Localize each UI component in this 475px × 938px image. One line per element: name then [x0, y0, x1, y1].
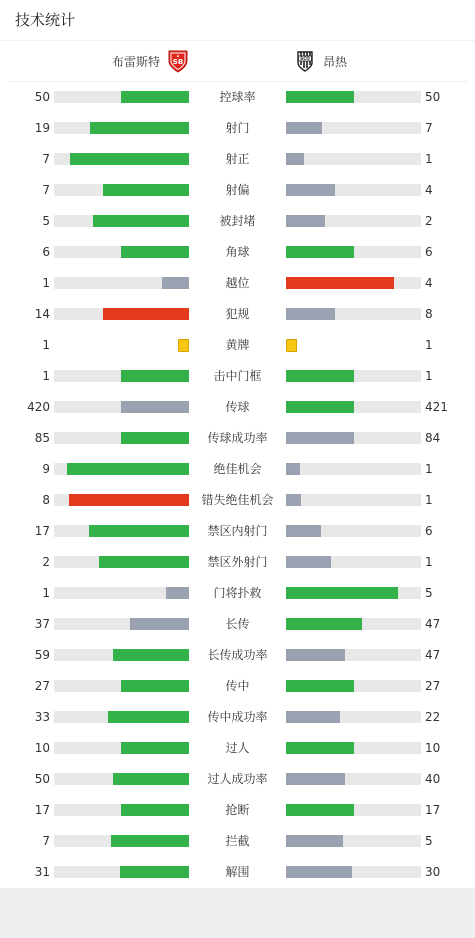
away-value: 1 — [425, 152, 433, 166]
stat-row — [0, 112, 475, 143]
away-bar — [286, 432, 354, 444]
stat-row — [0, 639, 475, 670]
home-bar-track — [54, 711, 189, 723]
stat-label: 控球率 — [219, 90, 256, 104]
away-bar-track — [286, 277, 421, 289]
away-bar-track — [286, 370, 421, 382]
home-bar — [69, 494, 189, 506]
home-bar-track — [54, 587, 189, 599]
away-value: 2 — [425, 214, 433, 228]
home-bar — [108, 711, 189, 723]
away-bar-track — [286, 463, 421, 475]
home-bar — [89, 525, 189, 537]
home-value: 8 — [42, 493, 50, 507]
stat-row — [0, 701, 475, 732]
away-bar — [286, 277, 394, 289]
home-bar — [113, 649, 189, 661]
home-value: 14 — [34, 307, 50, 321]
stat-row — [0, 608, 475, 639]
away-value: 40 — [425, 772, 441, 786]
away-bar-track — [286, 432, 421, 444]
stat-row — [0, 267, 475, 298]
home-bar-track — [54, 680, 189, 692]
stat-row — [0, 515, 475, 546]
away-value: 6 — [425, 245, 433, 259]
away-bar-track — [286, 184, 421, 196]
home-value: 17 — [34, 524, 50, 538]
stats-list — [0, 81, 475, 887]
stat-row — [0, 763, 475, 794]
away-value: 22 — [425, 710, 441, 724]
away-bar-track — [286, 587, 421, 599]
stat-label: 传球成功率 — [207, 431, 268, 445]
angers-crest-icon — [293, 49, 317, 73]
home-value: 420 — [27, 400, 50, 414]
home-bar-track — [54, 525, 189, 537]
home-bar — [111, 835, 189, 847]
away-value: 6 — [425, 524, 433, 538]
away-bar-track — [286, 153, 421, 165]
away-team[interactable] — [293, 49, 347, 73]
home-value: 19 — [34, 121, 50, 135]
stat-label: 传中成功率 — [207, 710, 268, 724]
stat-row — [0, 484, 475, 515]
stat-label: 射正 — [225, 152, 250, 166]
stat-label: 射偏 — [225, 183, 250, 197]
home-bar — [121, 370, 189, 382]
home-value: 5 — [42, 214, 50, 228]
stat-row — [0, 732, 475, 763]
home-bar — [70, 153, 189, 165]
svg-text:SCO: SCO — [300, 56, 310, 62]
stat-label: 传球 — [225, 400, 250, 414]
away-value: 10 — [425, 741, 441, 755]
stat-label: 拦截 — [225, 834, 250, 848]
home-bar — [90, 122, 189, 134]
away-bar-track — [286, 773, 421, 785]
home-team[interactable] — [112, 49, 190, 73]
away-value: 17 — [425, 803, 441, 817]
home-bar — [93, 215, 189, 227]
home-bar — [166, 587, 189, 599]
stat-label: 角球 — [225, 245, 250, 259]
away-bar — [286, 587, 398, 599]
away-bar-track — [286, 401, 421, 413]
home-bar-track — [54, 494, 189, 506]
svg-text:SB: SB — [172, 58, 184, 66]
stat-row — [0, 329, 475, 360]
home-bar — [121, 680, 189, 692]
away-bar-track — [286, 494, 421, 506]
away-bar — [286, 556, 331, 568]
stat-label: 绝佳机会 — [213, 462, 262, 476]
home-bar — [121, 401, 189, 413]
section-title: 技术统计 — [15, 11, 76, 29]
home-bar — [103, 184, 189, 196]
stat-label: 越位 — [225, 276, 250, 290]
away-bar-track — [286, 556, 421, 568]
stat-label: 抢断 — [225, 803, 250, 817]
stat-row — [0, 236, 475, 267]
away-bar-track — [286, 246, 421, 258]
home-value: 1 — [42, 586, 50, 600]
away-value: 27 — [425, 679, 441, 693]
home-bar-track — [54, 804, 189, 816]
away-bar — [286, 742, 354, 754]
stat-label: 过人 — [225, 741, 250, 755]
stat-label: 射门 — [225, 121, 250, 135]
home-bar — [67, 463, 189, 475]
away-bar — [286, 463, 300, 475]
home-bar — [99, 556, 189, 568]
home-value: 1 — [42, 338, 50, 352]
stat-row — [0, 670, 475, 701]
away-bar — [286, 122, 322, 134]
away-bar-track — [286, 649, 421, 661]
stat-row — [0, 143, 475, 174]
stat-row — [0, 360, 475, 391]
home-bar-track — [54, 556, 189, 568]
away-value: 4 — [425, 276, 433, 290]
home-value: 27 — [34, 679, 50, 693]
home-value: 1 — [42, 369, 50, 383]
home-bar-track — [54, 370, 189, 382]
away-value: 1 — [425, 338, 433, 352]
home-value: 9 — [42, 462, 50, 476]
stat-row — [0, 422, 475, 453]
away-bar — [286, 525, 321, 537]
yellow-card-icon — [178, 339, 189, 352]
away-bar — [286, 370, 354, 382]
stat-label: 被封堵 — [219, 214, 256, 228]
stat-row — [0, 298, 475, 329]
stat-label: 击中门框 — [213, 369, 262, 383]
away-value: 5 — [425, 834, 433, 848]
away-value: 7 — [425, 121, 433, 135]
away-bar-track — [286, 835, 421, 847]
home-bar-track — [54, 649, 189, 661]
away-team-name: 昂热 — [323, 54, 348, 69]
away-bar — [286, 804, 354, 816]
home-value: 50 — [34, 772, 50, 786]
home-bar — [121, 804, 189, 816]
home-bar-track — [54, 91, 189, 103]
stat-label: 黄牌 — [225, 338, 250, 352]
away-bar-track — [286, 215, 421, 227]
home-value: 6 — [42, 245, 50, 259]
home-bar-track — [54, 246, 189, 258]
home-value: 17 — [34, 803, 50, 817]
home-bar-track — [54, 184, 189, 196]
away-bar — [286, 246, 354, 258]
away-bar-track — [286, 804, 421, 816]
brest-crest-icon — [166, 49, 190, 73]
home-value: 7 — [42, 183, 50, 197]
away-bar-track — [286, 308, 421, 320]
stat-label: 长传成功率 — [207, 648, 268, 662]
away-value: 47 — [425, 648, 441, 662]
stat-label: 犯规 — [225, 307, 250, 321]
away-bar — [286, 649, 345, 661]
away-bar-track — [286, 618, 421, 630]
home-value: 7 — [42, 834, 50, 848]
home-team-name: 布雷斯特 — [111, 54, 160, 69]
away-bar — [286, 680, 354, 692]
home-value: 59 — [34, 648, 50, 662]
home-bar-track — [54, 308, 189, 320]
home-bar — [121, 246, 189, 258]
away-bar-track — [286, 742, 421, 754]
yellow-card-icon — [286, 339, 297, 352]
home-value: 10 — [34, 741, 50, 755]
home-bar — [113, 773, 189, 785]
home-bar — [162, 277, 189, 289]
stat-row — [0, 205, 475, 236]
home-bar — [130, 618, 189, 630]
away-bar — [286, 91, 354, 103]
stat-row — [0, 577, 475, 608]
away-bar-track — [286, 711, 421, 723]
stat-label: 长传 — [225, 617, 250, 631]
away-value: 4 — [425, 183, 433, 197]
away-bar — [286, 866, 352, 878]
away-bar — [286, 711, 340, 723]
away-value: 84 — [425, 431, 441, 445]
stat-row — [0, 856, 475, 887]
away-bar-track — [286, 122, 421, 134]
home-bar-track — [54, 463, 189, 475]
away-value: 5 — [425, 586, 433, 600]
home-bar-track — [54, 866, 189, 878]
stat-row — [0, 546, 475, 577]
away-bar — [286, 773, 345, 785]
away-value: 1 — [425, 555, 433, 569]
away-bar-track — [286, 680, 421, 692]
home-value: 31 — [34, 865, 50, 879]
away-value: 50 — [425, 90, 441, 104]
away-bar-track — [286, 91, 421, 103]
away-value: 421 — [425, 400, 448, 414]
stat-label: 传中 — [225, 679, 250, 693]
home-bar-track — [54, 401, 189, 413]
stat-label: 门将扑救 — [213, 586, 262, 600]
away-bar — [286, 184, 335, 196]
away-bar-track — [286, 525, 421, 537]
home-value: 85 — [34, 431, 50, 445]
stat-label: 禁区内射门 — [207, 524, 268, 538]
home-bar-track — [54, 215, 189, 227]
home-value: 1 — [42, 276, 50, 290]
away-bar — [286, 835, 343, 847]
home-value: 2 — [42, 555, 50, 569]
stat-row — [0, 825, 475, 856]
stat-row — [0, 453, 475, 484]
away-bar — [286, 215, 325, 227]
away-value: 47 — [425, 617, 441, 631]
away-bar — [286, 494, 301, 506]
home-bar-track — [54, 773, 189, 785]
away-value: 8 — [425, 307, 433, 321]
stat-label: 错失绝佳机会 — [201, 493, 274, 507]
stat-row — [0, 81, 475, 112]
home-bar-track — [54, 122, 189, 134]
home-value: 33 — [34, 710, 50, 724]
teams-header — [0, 41, 475, 81]
away-value: 1 — [425, 493, 433, 507]
away-bar-track — [286, 866, 421, 878]
stat-label: 解围 — [225, 865, 250, 879]
home-bar — [121, 742, 189, 754]
away-bar — [286, 401, 354, 413]
home-bar-track — [54, 742, 189, 754]
home-bar-track — [54, 432, 189, 444]
stat-row — [0, 174, 475, 205]
home-bar — [120, 866, 189, 878]
stat-label: 过人成功率 — [207, 772, 268, 786]
away-value: 30 — [425, 865, 441, 879]
away-bar — [286, 153, 304, 165]
stat-label: 禁区外射门 — [207, 555, 268, 569]
stat-row — [0, 794, 475, 825]
home-bar-track — [54, 618, 189, 630]
home-value: 7 — [42, 152, 50, 166]
home-bar-track — [54, 153, 189, 165]
home-bar-track — [54, 835, 189, 847]
home-value: 37 — [34, 617, 50, 631]
home-bar — [103, 308, 189, 320]
home-value: 50 — [34, 90, 50, 104]
away-bar — [286, 618, 362, 630]
stat-row — [0, 391, 475, 422]
away-bar — [286, 308, 335, 320]
away-value: 1 — [425, 462, 433, 476]
home-bar — [121, 91, 189, 103]
home-bar — [121, 432, 189, 444]
home-bar-track — [54, 277, 189, 289]
away-value: 1 — [425, 369, 433, 383]
